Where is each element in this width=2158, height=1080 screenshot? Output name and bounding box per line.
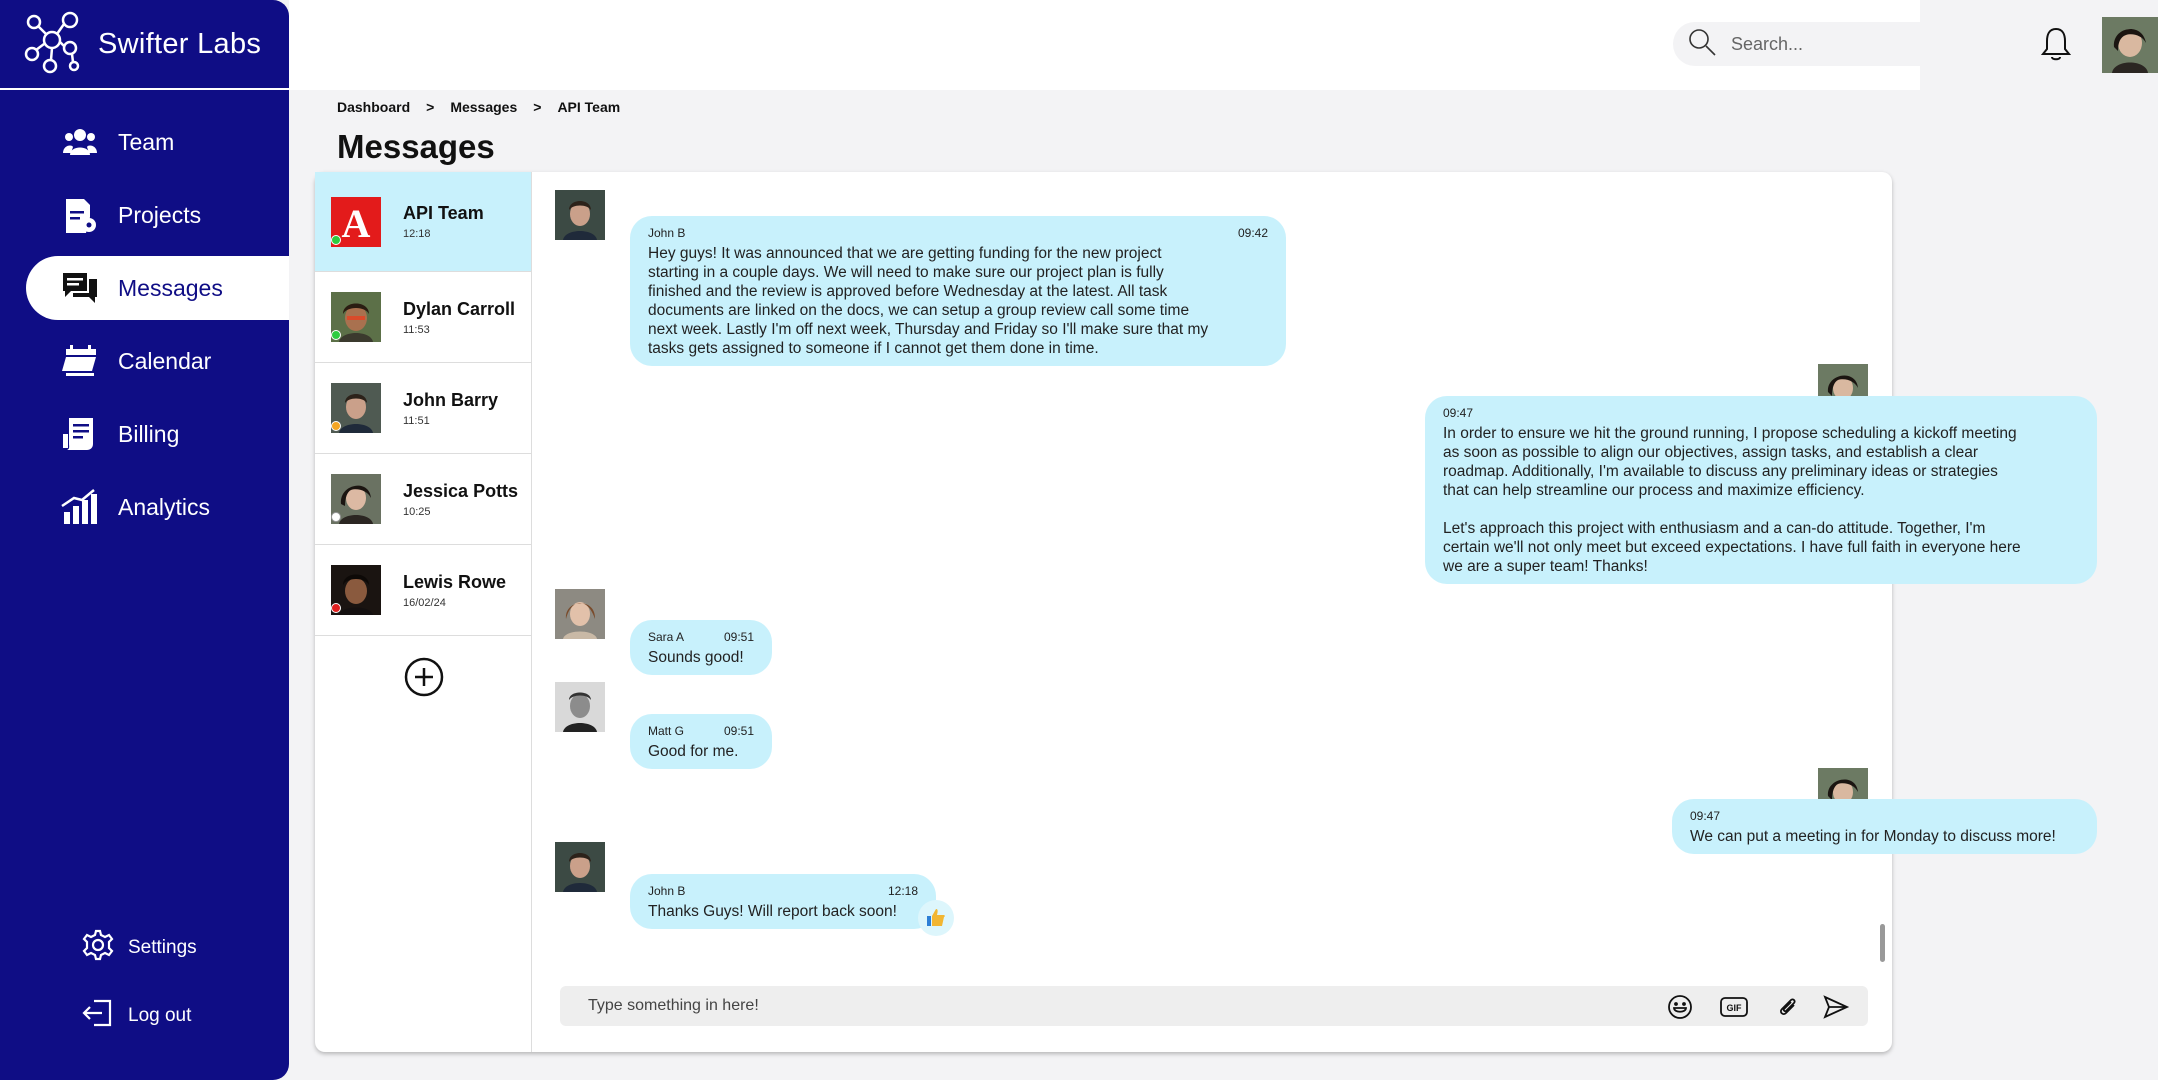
gear-icon bbox=[82, 929, 114, 967]
avatar bbox=[555, 682, 605, 732]
nav-label: Team bbox=[118, 128, 175, 155]
message-time: 09:47 bbox=[1443, 406, 1474, 420]
conversation-item[interactable] bbox=[315, 172, 531, 272]
message-bubble bbox=[630, 874, 936, 929]
avatar bbox=[555, 190, 605, 240]
conversation-item[interactable] bbox=[315, 454, 531, 545]
billing-icon bbox=[62, 416, 98, 452]
gif-icon[interactable] bbox=[1720, 993, 1748, 1021]
avatar bbox=[555, 589, 605, 639]
message-text: Thanks Guys! Will report back soon! bbox=[648, 903, 897, 920]
settings-button[interactable] bbox=[0, 914, 289, 982]
user-avatar[interactable] bbox=[2102, 17, 2158, 73]
paperclip-icon[interactable] bbox=[1774, 993, 1802, 1021]
message-bubble bbox=[1425, 396, 2097, 584]
nav-bottom bbox=[0, 914, 289, 1050]
nav-label: Calendar bbox=[118, 347, 212, 374]
add-conversation-button[interactable] bbox=[403, 656, 445, 698]
message-time: 09:51 bbox=[723, 630, 754, 644]
nav-item-billing[interactable] bbox=[0, 402, 289, 466]
nav-label: Messages bbox=[118, 274, 223, 301]
message-time: 12:18 bbox=[887, 884, 918, 898]
conversation-time: 11:53 bbox=[403, 323, 430, 336]
messages-panel bbox=[315, 172, 2056, 1052]
brand bbox=[0, 0, 289, 90]
conversation-list bbox=[315, 172, 532, 1052]
search-icon bbox=[1687, 27, 1717, 62]
message-bubble bbox=[630, 216, 1286, 366]
status-dot bbox=[331, 235, 341, 245]
logout-button[interactable] bbox=[0, 982, 289, 1050]
analytics-icon bbox=[62, 489, 98, 525]
conversation-item[interactable] bbox=[315, 545, 531, 636]
brand-name: Swifter Labs bbox=[98, 27, 262, 60]
messages-icon bbox=[62, 270, 98, 306]
conversation-time: 11:51 bbox=[403, 414, 430, 427]
breadcrumb-api-team[interactable]: API Team bbox=[557, 99, 621, 115]
main-nav bbox=[0, 110, 289, 548]
conversation-name: Lewis Rowe bbox=[403, 571, 507, 592]
breadcrumb-dashboard[interactable]: Dashboard bbox=[337, 99, 411, 115]
conversation-name: API Team bbox=[403, 203, 484, 223]
search-box bbox=[1673, 22, 2019, 66]
projects-icon bbox=[62, 197, 98, 233]
conversation-name: John Barry bbox=[403, 389, 499, 410]
message-bubble bbox=[630, 620, 772, 675]
status-dot bbox=[331, 512, 341, 522]
status-dot bbox=[331, 421, 341, 431]
chat-scrollbar[interactable] bbox=[1880, 924, 1885, 962]
message-text: Good for me. bbox=[648, 743, 739, 760]
emoji-icon[interactable] bbox=[1666, 993, 1694, 1021]
nav-item-calendar[interactable] bbox=[0, 329, 289, 393]
thumbs-up-icon[interactable] bbox=[918, 900, 954, 936]
message-input[interactable] bbox=[588, 997, 1648, 1015]
nav-item-messages[interactable] bbox=[26, 256, 289, 320]
message-bubble bbox=[1672, 799, 2097, 854]
message-sender: Sara A bbox=[648, 630, 685, 644]
logout-label: Log out bbox=[128, 1005, 192, 1026]
message-time: 09:42 bbox=[1237, 226, 1268, 240]
settings-label: Settings bbox=[128, 937, 197, 958]
bell-icon[interactable] bbox=[2041, 26, 2071, 62]
conversation-time: 10:25 bbox=[403, 505, 431, 518]
breadcrumb-separator: > bbox=[426, 99, 435, 115]
conversation-name: Dylan Carroll bbox=[403, 298, 516, 319]
message-time: 09:47 bbox=[1690, 809, 1721, 823]
chat-area bbox=[533, 172, 2056, 1052]
conversation-item[interactable] bbox=[315, 272, 531, 363]
sidebar bbox=[0, 0, 289, 1080]
status-dot bbox=[331, 603, 341, 613]
breadcrumb bbox=[337, 99, 620, 115]
search-input[interactable] bbox=[1731, 34, 1991, 55]
nav-item-team[interactable] bbox=[0, 110, 289, 174]
breadcrumb-messages[interactable]: Messages bbox=[450, 99, 518, 115]
breadcrumb-separator: > bbox=[533, 99, 542, 115]
status-dot bbox=[331, 330, 341, 340]
message-composer bbox=[560, 986, 1868, 1026]
svg-text:GIF: GIF bbox=[1726, 1003, 1742, 1013]
calendar-icon bbox=[62, 343, 98, 379]
nav-label: Billing bbox=[118, 420, 180, 447]
avatar bbox=[555, 842, 605, 892]
message-text: In order to ensure we hit the ground running, I propose scheduling a kickoff meeting as soon as possible to align our objectives, assign tasks, and establish a clear roadmap. Additionally, I'm available to discuss any preliminary ideas or strategies that can help streamline our process and maximize efficiency. Let's approach this project with enthusiasm and a can-do attitude. Together, I'm certain we'll not only meet but exceed expectations. I have full faith in everyone here we are a super team! Thanks! bbox=[1443, 425, 2021, 575]
nav-label: Projects bbox=[118, 201, 202, 228]
message-bubble bbox=[630, 714, 772, 769]
conversation-name: Jessica Potts bbox=[403, 480, 519, 501]
message-sender: John B bbox=[648, 226, 686, 240]
send-icon[interactable] bbox=[1822, 993, 1850, 1021]
message-text: Hey guys! It was announced that we are getting funding for the new project starting in a couple days. We will need to make sure our project plan is fully finished and the review is approved before Wednesday at the latest. All task documents are linked on the docs, we can setup a group review call some time next week. Lastly I'm off next week, Thursday and Friday so I'll make sure that my tasks gets assigned to someone if I cannot get them done in time. bbox=[648, 245, 1209, 357]
page-title: Messages bbox=[337, 128, 495, 165]
conversation-item[interactable] bbox=[315, 363, 531, 454]
message-sender: John B bbox=[648, 884, 686, 898]
logout-icon bbox=[82, 997, 114, 1035]
nav-item-projects[interactable] bbox=[0, 183, 289, 247]
message-text: We can put a meeting in for Monday to discuss more! bbox=[1690, 828, 2056, 845]
message-time: 09:51 bbox=[723, 724, 754, 738]
nav-item-analytics[interactable] bbox=[0, 475, 289, 539]
conversation-time: 12:18 bbox=[403, 228, 431, 240]
logo-icon bbox=[22, 10, 86, 79]
team-icon bbox=[62, 124, 98, 160]
message-sender: Matt G bbox=[648, 724, 685, 738]
top-bar bbox=[289, 0, 1920, 90]
nav-label: Analytics bbox=[118, 493, 211, 520]
message-text: Sounds good! bbox=[648, 649, 744, 666]
conversation-time: 16/02/24 bbox=[403, 596, 446, 609]
svg-text:A: A bbox=[341, 200, 371, 246]
